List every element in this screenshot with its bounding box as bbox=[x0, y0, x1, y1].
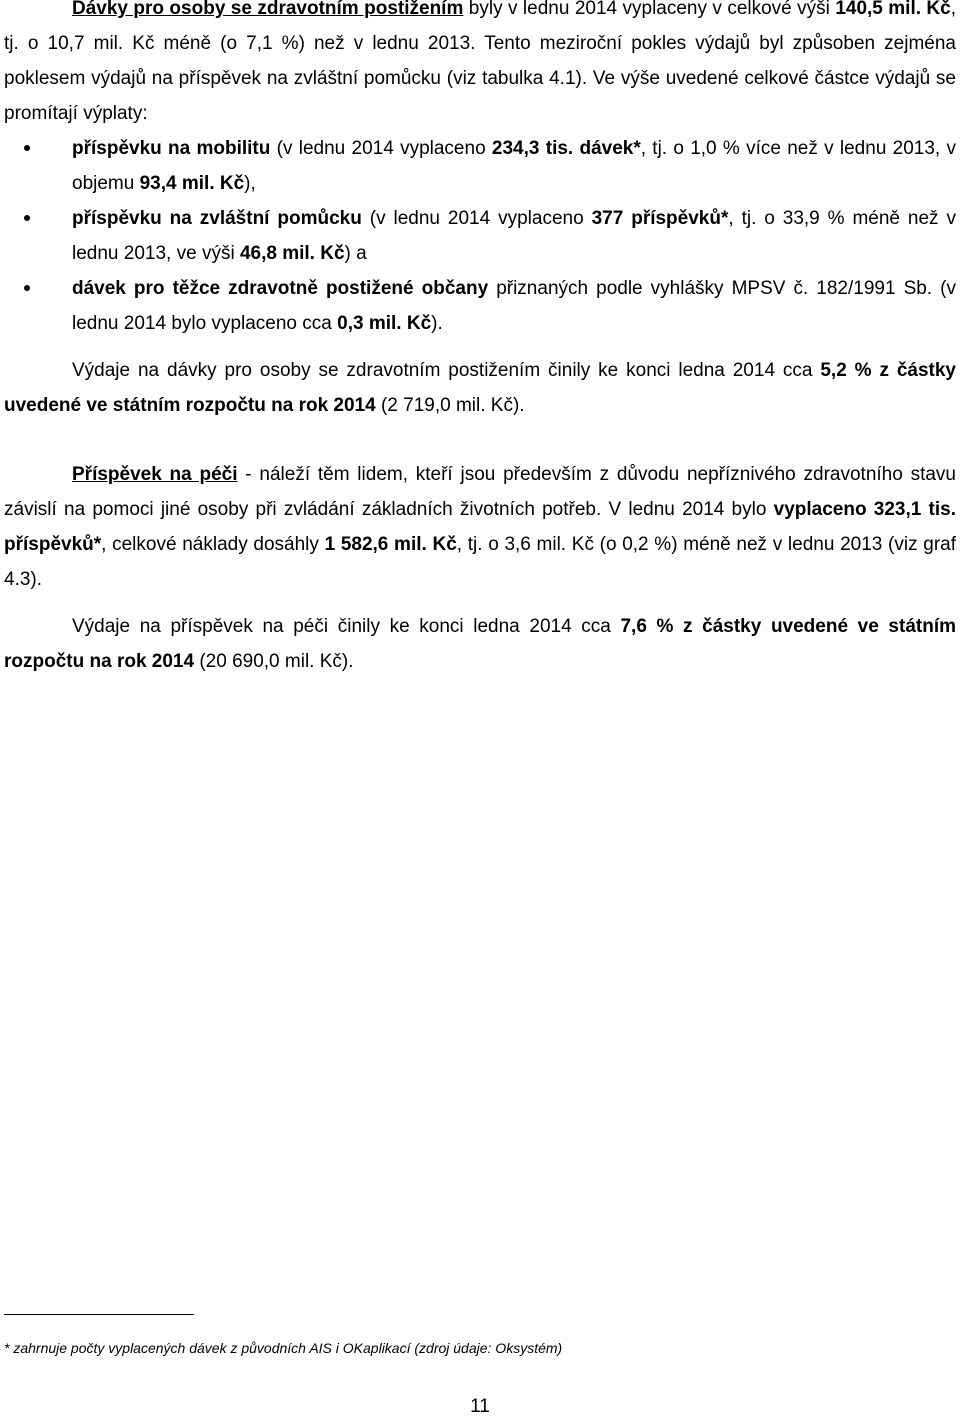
document-page bbox=[4, 0, 956, 679]
footnote-divider bbox=[4, 1314, 194, 1315]
section-heading-care-allowance: Příspěvek na péči bbox=[72, 464, 238, 485]
benefit-breakdown-list bbox=[4, 131, 956, 341]
section-heading-disability-benefits: Dávky pro osoby se zdravotním postižením bbox=[72, 0, 464, 19]
paragraph-disability-share: Výdaje na dávky pro osoby se zdravotním postižením činily ke konci ledna 2014 cca 5,2 % z částky uvedené ve státním rozpočtu na rok 2014 (2 719,0 mil. Kč). bbox=[4, 360, 956, 416]
page-number: 11 bbox=[470, 1396, 490, 1417]
paragraph-care-allowance: Příspěvek na péči - náleží těm lidem, kteří jsou především z důvodu nepříznivého zdravotního stavu závislí na pomoci jiné osoby při zvládání základních životních potřeb. V lednu 2014 bylo vyplaceno 323,1 tis. příspěvků*, celkové náklady dosáhly 1 582,6 mil. Kč, tj. o 3,6 mil. Kč (o 0,2 %) méně než v lednu 2013 (viz graf 4.3). bbox=[4, 464, 957, 590]
footnote: * zahrnuje počty vyplacených dávek z původních AIS i OKaplikací (zdroj údaje: Oksystém) bbox=[4, 1340, 563, 1356]
spacer bbox=[4, 597, 956, 609]
bullet-icon bbox=[24, 215, 30, 221]
bullet-icon bbox=[24, 145, 30, 151]
list-item-special-aid: příspěvku na zvláštní pomůcku (v lednu 2014 vyplaceno 377 příspěvků*, tj. o 33,9 % méně než v lednu 2013, ve výši 46,8 mil. Kč) a bbox=[4, 201, 956, 271]
paragraph-care-share: Výdaje na příspěvek na péči činily ke konci ledna 2014 cca 7,6 % z částky uvedené ve státním rozpočtu na rok 2014 (20 690,0 mil. Kč). bbox=[4, 616, 956, 672]
list-item-mobility: příspěvku na mobilitu (v lednu 2014 vyplaceno 234,3 tis. dávek*, tj. o 1,0 % více než v lednu 2013, v objemu 93,4 mil. Kč), bbox=[4, 131, 956, 201]
spacer bbox=[4, 341, 956, 353]
list-item-severely-disabled: dávek pro těžce zdravotně postižené občany přiznaných podle vyhlášky MPSV č. 182/1991 Sb. (v lednu 2014 bylo vyplaceno cca 0,3 mil. Kč). bbox=[4, 271, 956, 341]
bullet-icon bbox=[24, 285, 30, 291]
paragraph-disability-benefits: Dávky pro osoby se zdravotním postižením byly v lednu 2014 vyplaceny v celkové výši 140,5 mil. Kč, tj. o 10,7 mil. Kč méně (o 7,1 %) než v lednu 2013. Tento meziroční pokles výdajů byl způsoben zejména poklesem výdajů na příspěvek na zvláštní pomůcku (viz tabulka 4.1). Ve výše uvedené celkové částce výdajů se promítají výplaty: bbox=[4, 0, 956, 124]
spacer bbox=[4, 423, 956, 457]
